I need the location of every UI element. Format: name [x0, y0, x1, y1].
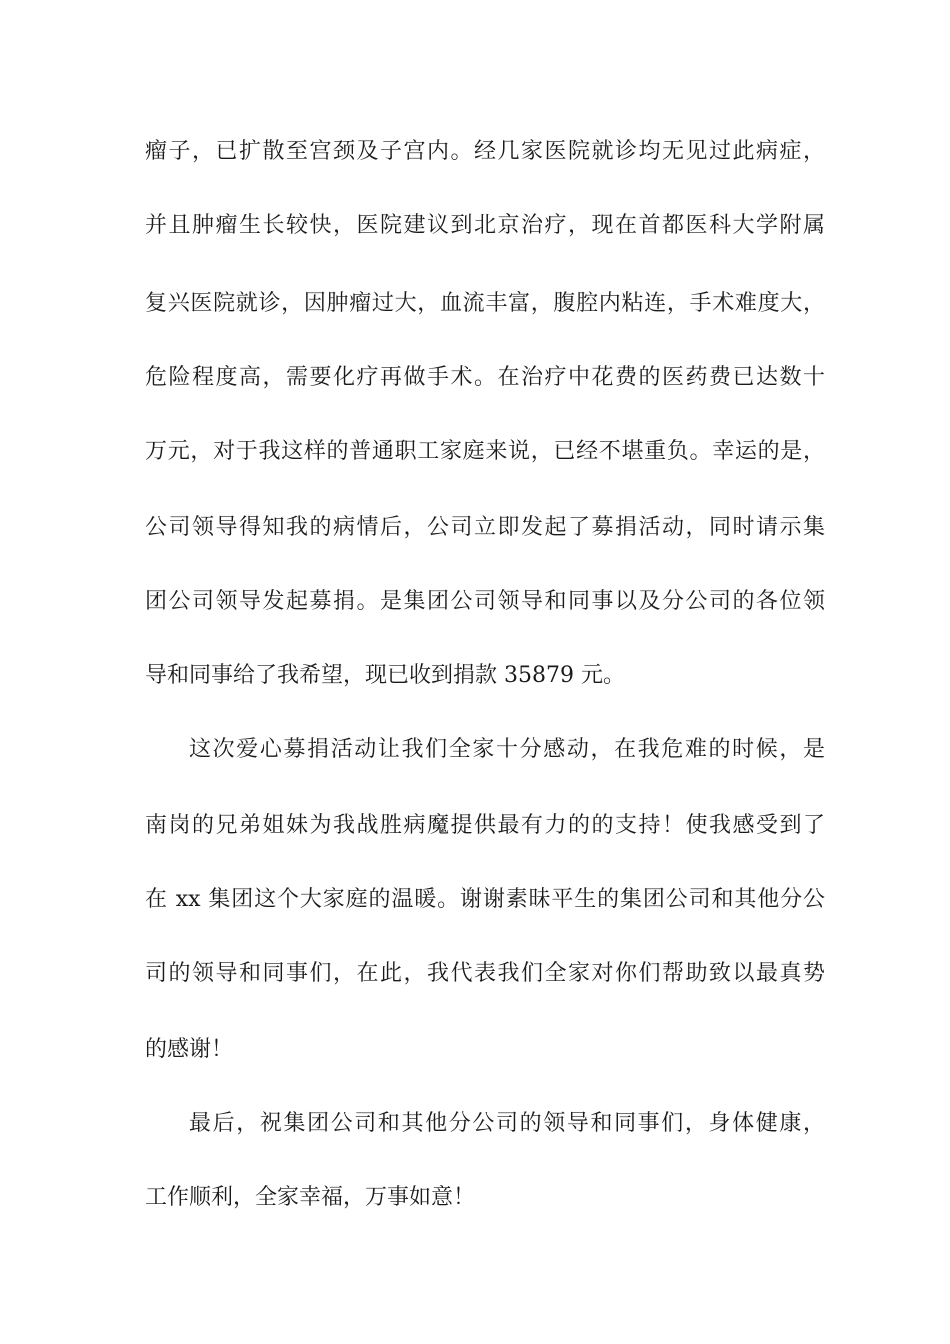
paragraph-first-line: 这次爱心募捐活动让我们全家十分感动，在我危难的时候，是 — [189, 737, 825, 762]
text-line: 公司领导得知我的病情后，公司立即发起了募捐活动，同时请示集 — [145, 515, 825, 540]
text-line: 的感谢！ — [145, 1037, 234, 1062]
text-line: 司的领导和同事们，在此，我代表我们全家对你们帮助致以最真势 — [145, 961, 825, 986]
text-line: 并且肿瘤生长较快，医院建议到北京治疗，现在首都医科大学附属 — [145, 213, 825, 238]
text-line: 工作顺利，全家幸福，万事如意！ — [145, 1185, 476, 1210]
text-line: 在 xx 集团这个大家庭的温暖。谢谢素昧平生的集团公司和其他分公 — [145, 887, 825, 912]
text-line: 南岗的兄弟姐妹为我战胜病魔提供最有力的的支持！使我感受到了 — [145, 813, 825, 838]
text-line: 导和同事给了我希望，现已收到捐款 35879 元。 — [145, 663, 625, 688]
text-line: 万元，对于我这样的普通职工家庭来说，已经不堪重负。幸运的是， — [145, 439, 825, 464]
text-line: 瘤子，已扩散至宫颈及子宫内。经几家医院就诊均无见过此病症， — [145, 139, 825, 164]
text-line: 复兴医院就诊，因肿瘤过大，血流丰富，腹腔内粘连，手术难度大， — [145, 291, 825, 316]
text-line: 危险程度高，需要化疗再做手术。在治疗中花费的医药费已达数十 — [145, 365, 825, 390]
paragraph-first-line: 最后，祝集团公司和其他分公司的领导和同事们，身体健康， — [189, 1111, 825, 1136]
text-line: 团公司领导发起募捐。是集团公司领导和同事以及分公司的各位领 — [145, 589, 825, 614]
